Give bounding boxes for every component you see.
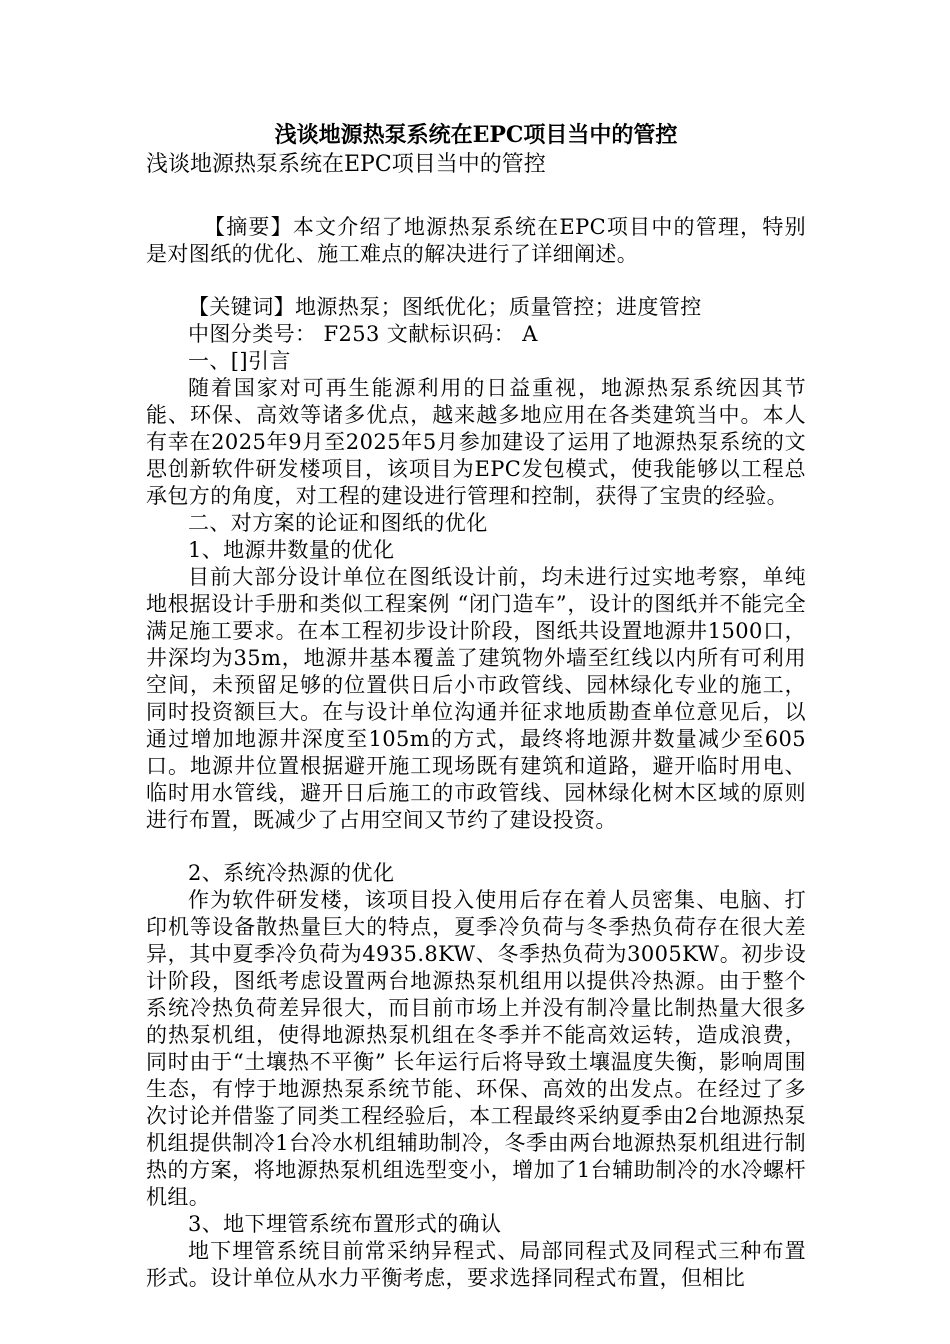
heat-source-paragraph: 作为软件研发楼，该项目投入使用后存在着人员密集、电脑、打印机等设备散热量巨大的特点，夏季冷负荷与冬季热负荷存在很大差异，其中夏季冷负荷为4935.8KW、冬季热负荷为3005KW。初步设计阶段，图纸考虑设置两台地源热泵机组用以提供冷热源。由于整个系统冷热负荷差异很大，而目前市场上并没有制冷量比制热量大很多的热泵机组，使得地源热泵机组在冬季并不能高效运转，造成浪费，同时由于“土壤热不平衡” 长年运行后将导致土壤温度失衡，影响周围生态，有悖于地源热泵系统节能、环保、高效的出发点。在经过了多次讨论并借鉴了同类工程经验后，本工程最终采纳夏季由2台地源热泵机组提供制冷1台冷水机组辅助制冷，冬季由两台地源热泵机组进行制热的方案，将地源热泵机组选型变小，增加了1台辅助制冷的水冷螺杆机组。 [146, 888, 806, 1209]
spacer [146, 180, 806, 214]
spacer [146, 268, 806, 294]
subsection-heading-heat-source: 2、系统冷热源的优化 [188, 861, 395, 885]
subsection-heading-well-count: 1、地源井数量的优化 [188, 538, 395, 562]
keywords: 【关键词】地源热泵；图纸优化；质量管控；进度管控 [188, 295, 702, 319]
introduction-paragraph: 随着国家对可再生能源利用的日益重视，地源热泵系统因其节能、环保、高效等诸多优点，越来越多地应用在各类建筑当中。本人有幸在2025年9月至2025年5月参加建设了运用了地源热泵系统的文思创新软件研发楼项目，该项目为EPC发包模式，使我能够以工程总承包方的角度，对工程的建设进行管理和控制，获得了宝贵的经验。 [146, 376, 806, 508]
section-heading-optimization: 二、对方案的论证和图纸的优化 [188, 511, 488, 535]
document-subtitle: 浅谈地源热泵系统在EPC项目当中的管控 [146, 152, 546, 177]
spacer [146, 834, 806, 860]
document-title: 浅谈地源热泵系统在EPC项目当中的管控 [274, 122, 678, 148]
classification-line: 中图分类号： F253 文献标识码： A [188, 322, 538, 346]
section-heading-introduction: 一、[]引言 [188, 349, 291, 373]
well-count-paragraph: 目前大部分设计单位在图纸设计前，均未进行过实地考察，单纯地根据设计手册和类似工程案例 “闭门造车”，设计的图纸并不能完全满足施工要求。在本工程初步设计阶段，图纸共设置地源井1500口，井深均为35m，地源井基本覆盖了建筑物外墙至红线以内所有可利用空间，未预留足够的位置供日后小市政管线、园林绿化专业的施工，同时投资额巨大。在与设计单位沟通并征求地质勘查单位意见后，以通过增加地源井深度至105m的方式，最终将地源井数量减少至605口。地源井位置根据避开施工现场既有建筑和道路，避开临时用电、临时用水管线，避开日后施工的市政管线、园林绿化树木区域的原则进行布置，既减少了占用空间又节约了建设投资。 [146, 565, 806, 832]
buried-pipe-paragraph: 地下埋管系统目前常采纳异程式、局部同程式及同程式三种布置形式。设计单位从水力平衡考虑，要求选择同程式布置，但相比 [146, 1239, 806, 1290]
abstract: 【摘要】本文介绍了地源热泵系统在EPC项目中的管理，特别是对图纸的优化、施工难点的解决进行了详细阐述。 [146, 215, 806, 266]
document-body [146, 120, 806, 1292]
subsection-heading-buried-pipe: 3、地下埋管系统布置形式的确认 [188, 1212, 502, 1236]
